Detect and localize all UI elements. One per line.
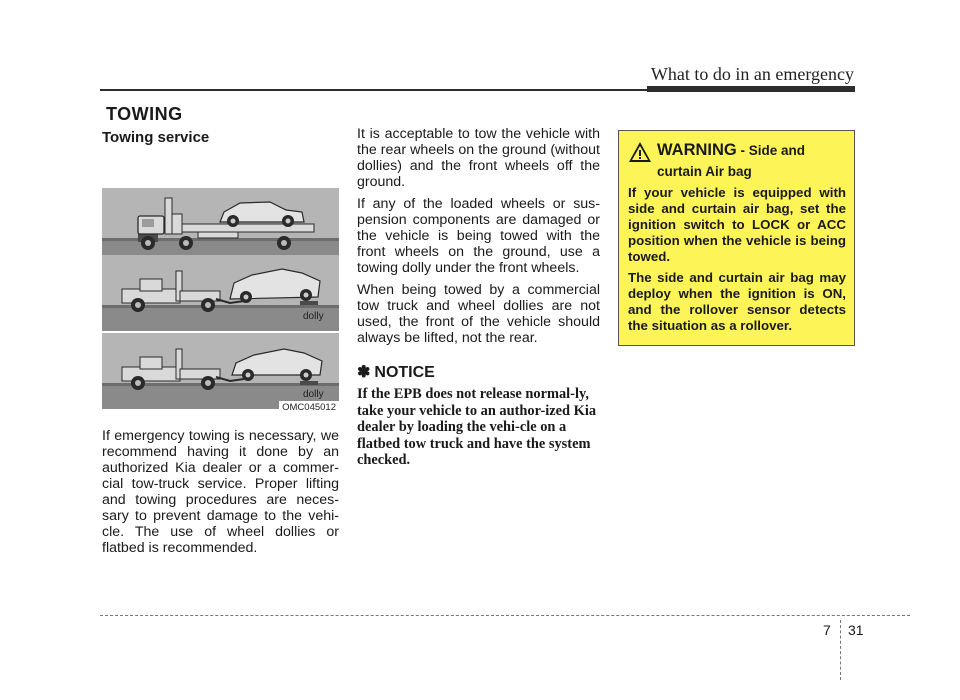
notice-title: NOTICE <box>374 364 435 381</box>
warning-paragraph-2: The side and curtain air bag may deploy when the ignition is ON, and the rollover sensor detects the situation as a rollover. <box>628 270 846 333</box>
flatbed-tow-panel <box>102 188 339 264</box>
left-column <box>102 126 339 556</box>
chapter-number: 7 <box>823 622 831 638</box>
notice-text: If the EPB does not release normal-ly, take your vehicle to an author-ized Kia dealer by loading the vehi-cle on a flatbed tow truck and have the system checked. <box>357 386 597 468</box>
warning-label: WARNING <box>657 141 737 159</box>
page-number-divider <box>840 620 841 680</box>
middle-column <box>357 126 600 469</box>
commercial-tow-paragraph: When being towed by a commercial tow truck and wheel dollies are not used, the front of the vehicle should always be lifted, not the rear. <box>357 282 600 346</box>
warning-box <box>618 130 855 346</box>
notice-heading <box>357 362 600 382</box>
header-tab <box>647 86 855 92</box>
towing-dolly-paragraph: If any of the loaded wheels or sus-pension components are damaged or the vehicle is being towed with the front wheels on the ground, use a towing dolly under the front wheels. <box>357 196 600 276</box>
section-title: TOWING <box>106 104 183 124</box>
tow-rear-wheels-paragraph: It is acceptable to tow the vehicle with the rear wheels on the ground (without dollies) and the front wheels off the ground. <box>357 126 600 190</box>
warning-subtitle-line2: curtain Air bag <box>657 164 752 179</box>
warning-paragraph-1: If your vehicle is equipped with side and curtain air bag, set the ignition switch to LOCK or ACC position when the vehicle is being towed. <box>628 185 846 264</box>
figure-code: OMC045012 <box>279 401 339 414</box>
chapter-title: What to do in an emergency <box>650 64 854 84</box>
footer-rule <box>100 615 910 616</box>
wheel-lift-dolly-panel <box>102 255 339 331</box>
warning-subtitle: - Side and <box>736 143 806 158</box>
notice-star-icon: ✽ <box>357 364 371 381</box>
towing-service-heading: Towing service <box>102 129 210 146</box>
dolly-label: dolly <box>303 311 324 322</box>
towing-service-paragraph: If emergency towing is necessary, we recommend having it done by an authorized Kia dealer or a commer-cial tow-truck service. Proper lifting and towing procedures are neces-sary to prevent damage to the vehi-cle. The use of wheel dollies or flatbed is recommended. <box>102 428 339 556</box>
dolly-label: dolly <box>303 389 324 400</box>
page-number: 31 <box>848 622 864 638</box>
warning-triangle-icon <box>628 141 652 163</box>
towing-illustration <box>102 158 339 416</box>
wheel-lift-rear-panel <box>102 333 339 409</box>
warning-heading <box>628 141 846 163</box>
